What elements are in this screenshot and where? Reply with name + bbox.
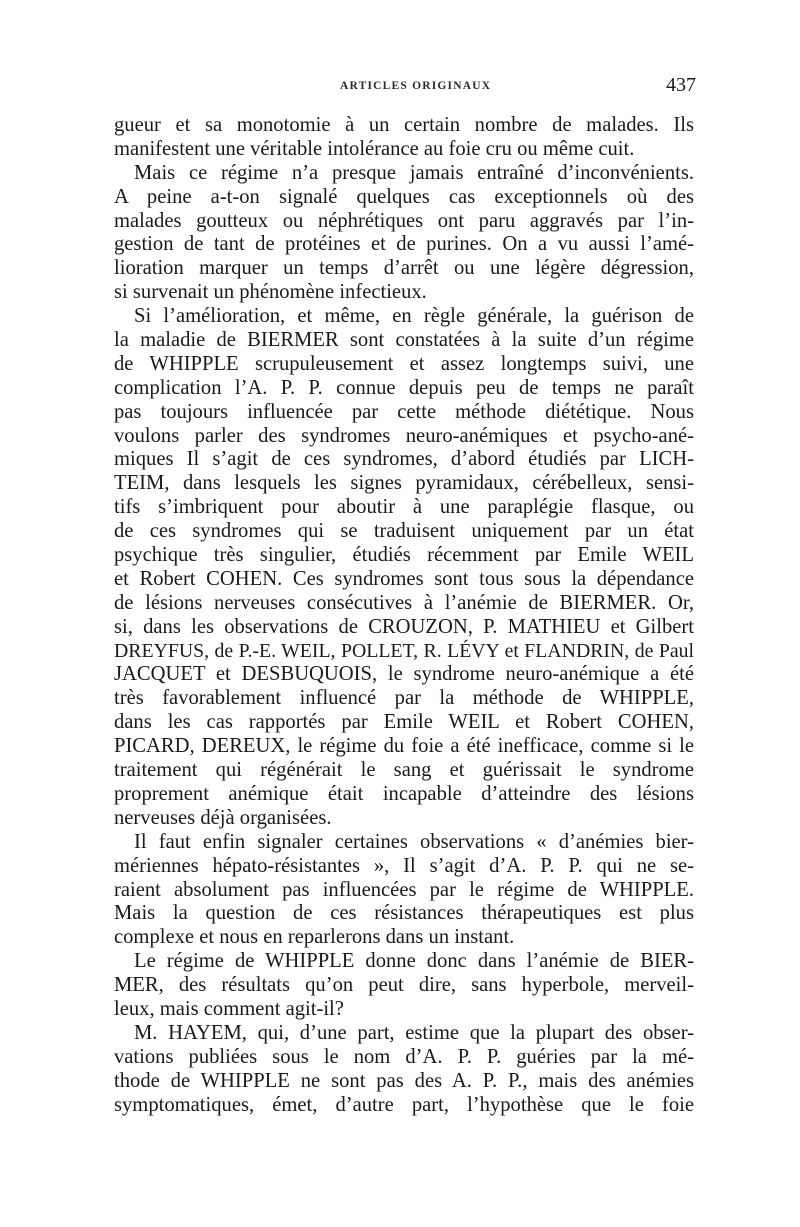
text-line: raient absolument pas influencées par le régime de WHIPPLE. bbox=[114, 878, 694, 901]
text-line: tifs s’imbriquent pour aboutir à une paraplégie flasque, ou bbox=[114, 496, 694, 519]
running-header-title: ARTICLES ORIGINAUX bbox=[340, 80, 492, 92]
text-line: lioration marquer un temps d’arrêt ou une légère dégression, bbox=[114, 257, 694, 280]
text-line: et Robert COHEN. Ces syndromes sont tous sous la dépendance bbox=[114, 567, 694, 590]
text-line: dans les cas rapportés par Emile WEIL et Robert COHEN, bbox=[114, 711, 694, 734]
text-line: vations publiées sous le nom d’A. P. P. guéries par la mé- bbox=[114, 1045, 694, 1068]
text-line: A peine a-t-on signalé quelques cas exceptionnels où des bbox=[114, 185, 694, 208]
body-text bbox=[114, 114, 694, 1117]
text-line: nerveuses déjà organisées. bbox=[114, 806, 332, 829]
text-line: très favorablement influencé par la méthode de WHIPPLE, bbox=[114, 687, 694, 710]
text-line: DREYFUS, de P.-E. WEIL, POLLET, R. LÉVY et FLANDRIN, de Paul bbox=[114, 639, 694, 662]
text-line: thode de WHIPPLE ne sont pas des A. P. P., mais des anémies bbox=[114, 1069, 694, 1092]
text-line: la maladie de BIERMER sont constatées à la suite d’un régime bbox=[114, 329, 694, 352]
text-line: pas toujours influencée par cette méthode diététique. Nous bbox=[114, 400, 694, 423]
text-line: MER, des résultats qu’on peut dire, sans hyperbole, merveil- bbox=[114, 974, 694, 997]
text-line: Mais la question de ces résistances thérapeutiques est plus bbox=[114, 902, 694, 925]
text-line: si survenait un phénomène infectieux. bbox=[114, 281, 427, 304]
running-header bbox=[112, 74, 696, 100]
text-line: gestion de tant de protéines et de purines. On a vu aussi l’amé- bbox=[114, 233, 694, 256]
text-line: Si l’amélioration, et même, en règle générale, la guérison de bbox=[134, 305, 694, 328]
text-line: manifestent une véritable intolérance au foie cru ou même cuit. bbox=[114, 137, 635, 160]
text-line: symptomatiques, émet, d’autre part, l’hypothèse que le foie bbox=[114, 1093, 694, 1116]
text-line: de WHIPPLE scrupuleusement et assez longtemps suivi, une bbox=[114, 352, 694, 375]
text-line: complexe et nous en reparlerons dans un instant. bbox=[114, 926, 515, 949]
text-line: M. HAYEM, qui, d’une part, estime que la plupart des obser- bbox=[134, 1021, 694, 1044]
text-line: malades goutteux ou néphrétiques ont paru aggravés par l’in- bbox=[114, 209, 694, 232]
text-line: Mais ce régime n’a presque jamais entraîné d’inconvénients. bbox=[134, 161, 694, 184]
text-line: PICARD, DEREUX, le régime du foie a été inefficace, comme si le bbox=[114, 735, 694, 758]
text-line: leux, mais comment agit-il? bbox=[114, 997, 344, 1020]
text-line: JACQUET et DESBUQUOIS, le syndrome neuro-anémique a été bbox=[114, 663, 694, 686]
text-line: proprement anémique était incapable d’atteindre des lésions bbox=[114, 782, 694, 805]
text-line: voulons parler des syndromes neuro-anémiques et psycho-ané- bbox=[114, 424, 694, 447]
page-number: 437 bbox=[666, 74, 696, 96]
text-line: gueur et sa monotomie à un certain nombre de malades. Ils bbox=[114, 114, 694, 136]
text-line: psychique très singulier, étudiés récemment par Emile WEIL bbox=[114, 544, 694, 567]
text-line: Il faut enfin signaler certaines observations « d’anémies bier- bbox=[134, 830, 694, 853]
text-line: TEIM, dans lesquels les signes pyramidaux, cérébelleux, sensi- bbox=[114, 472, 694, 495]
text-line: mériennes hépato-résistantes », Il s’agit d’A. P. P. qui ne se- bbox=[114, 854, 694, 877]
text-line: miques Il s’agit de ces syndromes, d’abord étudiés par LICH- bbox=[114, 448, 694, 471]
text-line: complication l’A. P. P. connue depuis peu de temps ne paraît bbox=[114, 376, 694, 399]
text-line: si, dans les observations de CROUZON, P. MATHIEU et Gilbert bbox=[114, 615, 694, 638]
text-line: de ces syndromes qui se traduisent uniquement par un état bbox=[114, 520, 694, 543]
text-line: Le régime de WHIPPLE donne donc dans l’anémie de BIER- bbox=[134, 950, 694, 973]
text-line: traitement qui régénérait le sang et guérissait le syndrome bbox=[114, 759, 694, 782]
text-line: de lésions nerveuses consécutives à l’anémie de BIERMER. Or, bbox=[114, 591, 694, 614]
